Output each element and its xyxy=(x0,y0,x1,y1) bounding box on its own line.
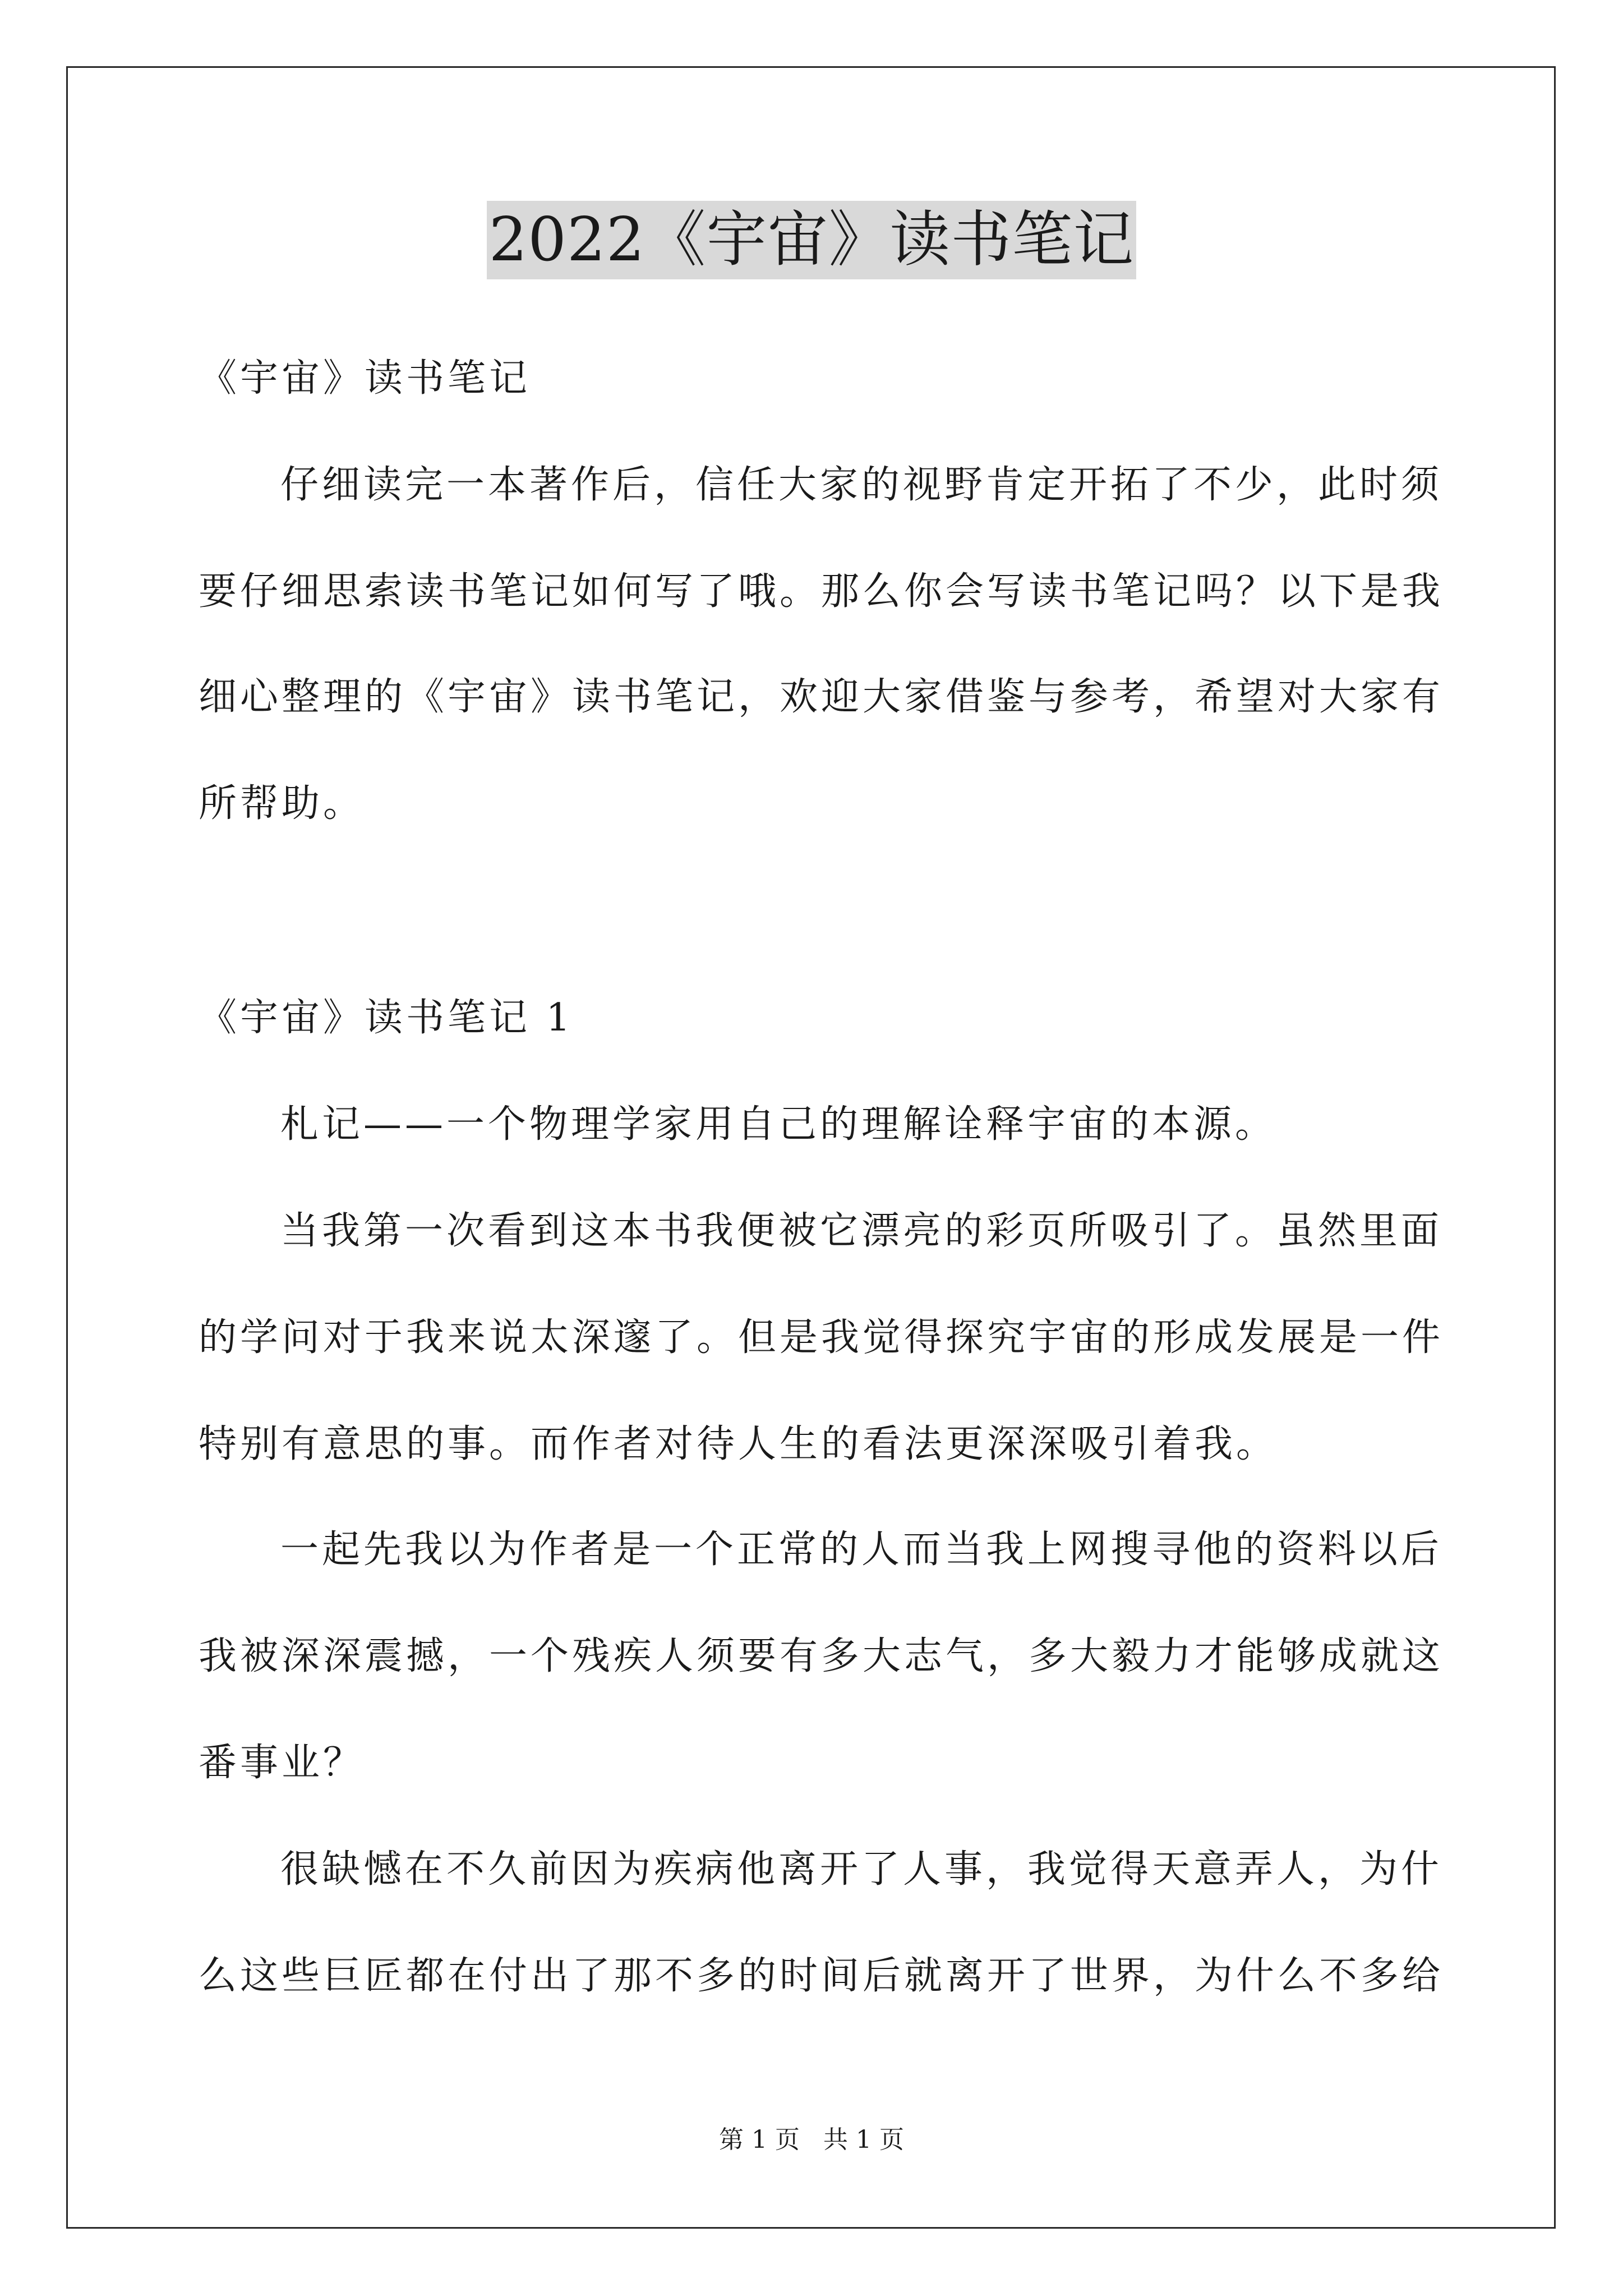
page-total: 共 1 页 xyxy=(823,2125,904,2154)
body-line: 么这些巨匠都在付出了那不多的时间后就离开了世界，为什么不多给 xyxy=(199,1954,1444,1998)
body-line: 当我第一次看到这本书我便被它漂亮的彩页所吸引了。虽然里面 xyxy=(280,1209,1443,1253)
body-line: 番事业？ xyxy=(199,1741,365,1785)
body-line: 特别有意思的事。而作者对待人生的看法更深深吸引着我。 xyxy=(199,1422,1278,1466)
section-heading: 《宇宙》读书笔记 1 xyxy=(199,996,574,1040)
page-number: 第 1 页 xyxy=(719,2125,800,2154)
body-line: 很缺憾在不久前因为疾病他离开了人事，我觉得天意弄人，为什 xyxy=(280,1847,1443,1892)
document-title: 2022《宇宙》读书笔记 xyxy=(487,201,1137,279)
body-line: 我被深深震撼，一个残疾人须要有多大志气，多大毅力才能够成就这 xyxy=(199,1634,1444,1678)
page-footer xyxy=(0,2123,1623,2157)
body-line: 札记——一个物理学家用自己的理解诠释宇宙的本源。 xyxy=(280,1102,1277,1147)
intro-line: 要仔细思索读书笔记如何写了哦。那么你会写读书笔记吗？以下是我 xyxy=(199,569,1444,614)
intro-line: 细心整理的《宇宙》读书笔记，欢迎大家借鉴与参考，希望对大家有 xyxy=(199,675,1444,719)
intro-line: 所帮助。 xyxy=(199,781,365,826)
intro-line: 仔细读完一本著作后，信任大家的视野肯定开拓了不少，此时须 xyxy=(280,463,1443,507)
body-line: 的学问对于我来说太深邃了。但是我觉得探究宇宙的形成发展是一件 xyxy=(199,1315,1444,1360)
title-container xyxy=(0,201,1623,279)
body-line: 一起先我以为作者是一个正常的人而当我上网搜寻他的资料以后 xyxy=(280,1527,1443,1572)
subtitle: 《宇宙》读书笔记 xyxy=(199,356,531,401)
